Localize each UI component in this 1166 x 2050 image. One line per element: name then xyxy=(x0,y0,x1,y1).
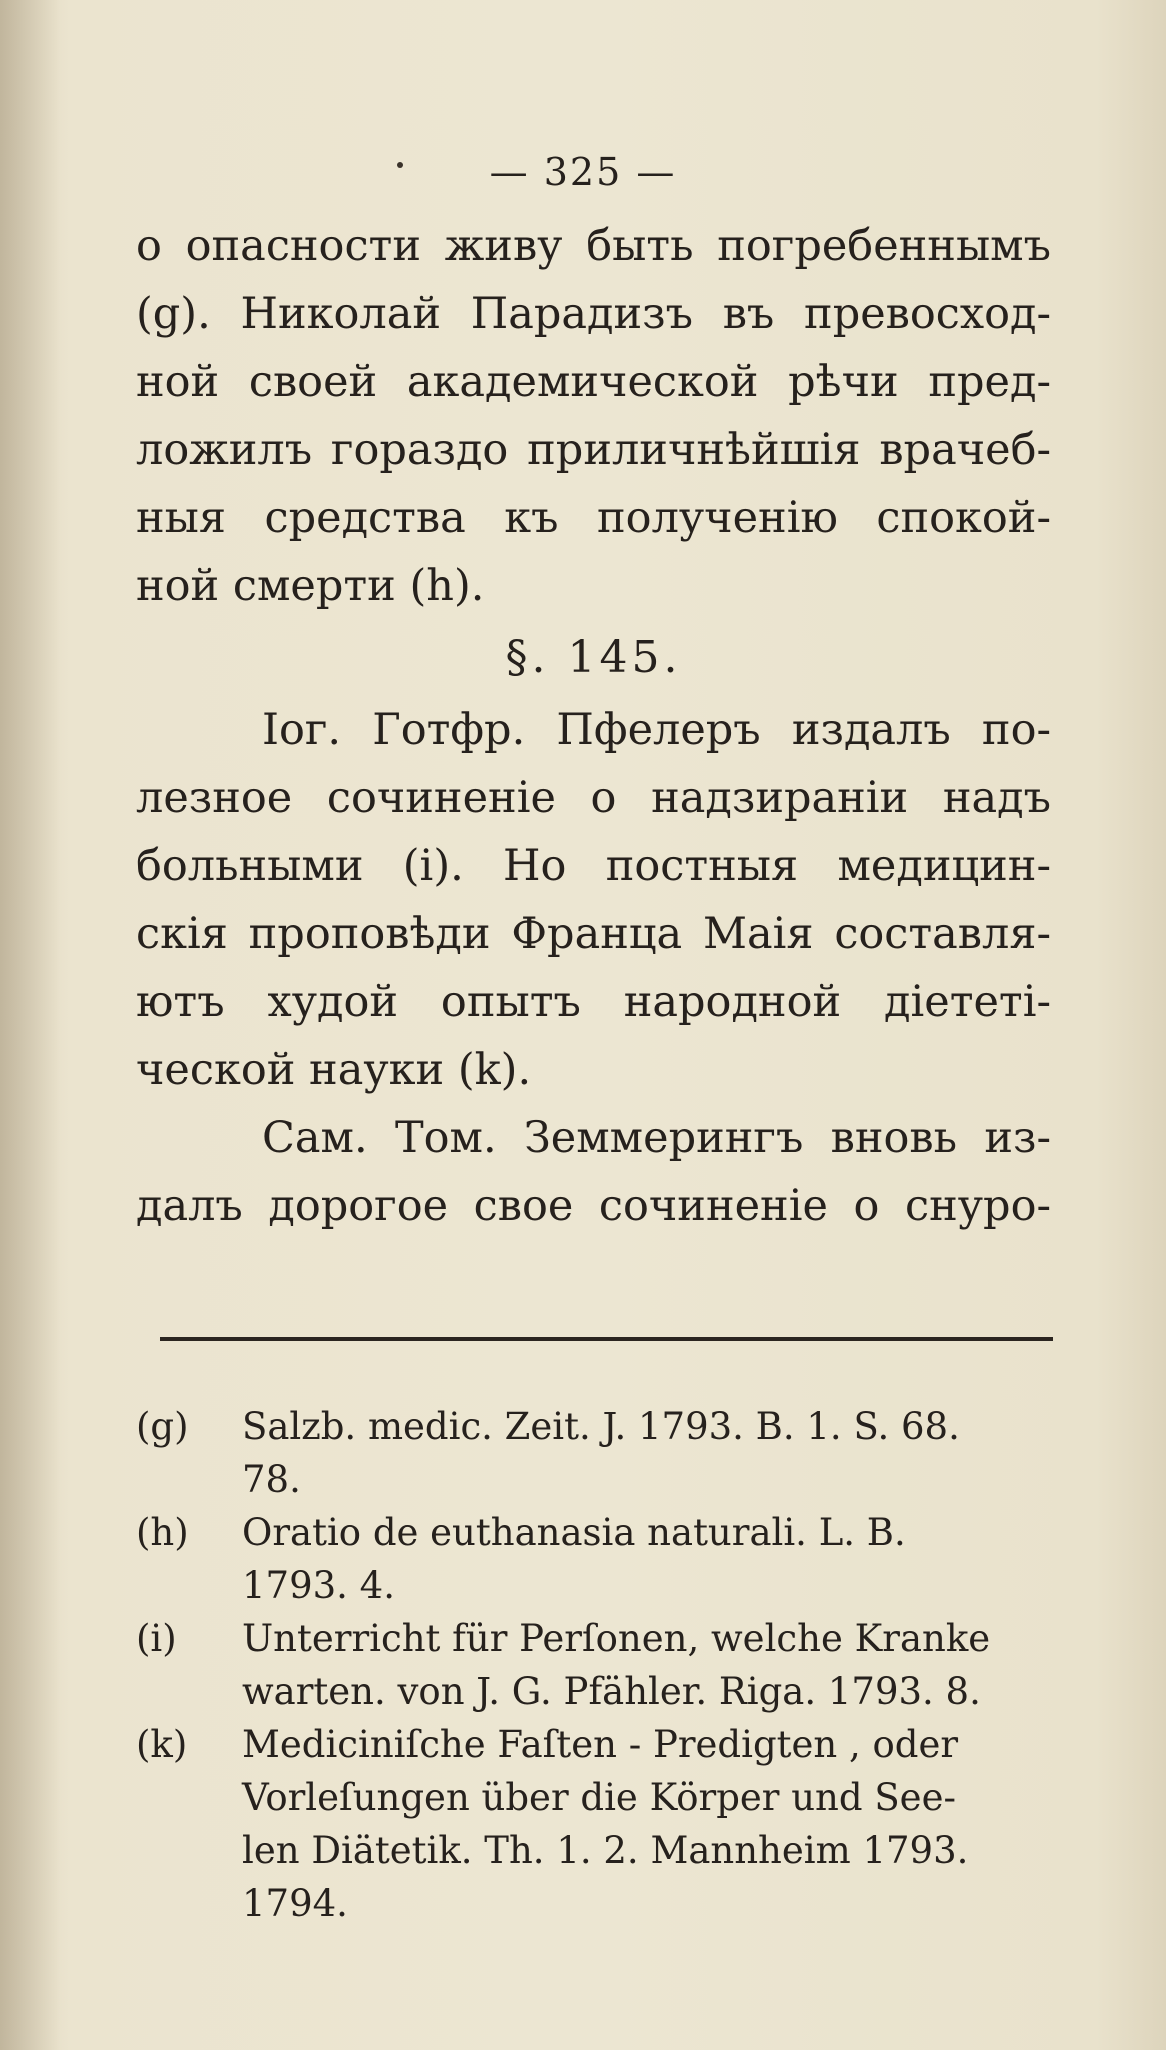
text-line: больными (i). Но постныя медицин‑ xyxy=(136,841,1051,891)
footnote-mark: (g) xyxy=(136,1405,189,1448)
text-line: ной своей академической рѣчи пред‑ xyxy=(136,357,1051,407)
text-line: скія проповѣди Франца Маія составля‑ xyxy=(136,909,1051,959)
text-line: ныя средства къ полученію спокой‑ xyxy=(136,493,1051,543)
section-heading: §. 145. xyxy=(505,632,682,683)
footnote-mark: (h) xyxy=(136,1511,189,1554)
footnote-line: Mediciniſche Faſten ‑ Predigten , oder xyxy=(242,1723,959,1766)
footnote-text xyxy=(242,1506,1051,1612)
text-line: о опасности живу быть погребеннымъ xyxy=(136,221,1051,271)
text-line: (g). Николай Парадизъ въ превосход‑ xyxy=(136,289,1051,339)
footnote-mark: (k) xyxy=(136,1723,188,1766)
footnote-line: 78. xyxy=(242,1458,301,1501)
text-line: ютъ худой опытъ народной діететі‑ xyxy=(136,977,1051,1027)
footnote-line: Oratio de euthanasia naturali. L. B. xyxy=(242,1511,906,1554)
footnote-text xyxy=(242,1718,1051,1930)
text-line: Сам. Том. Земмерингъ вновь из‑ xyxy=(262,1113,1051,1163)
text-line: далъ дорогое свое сочиненіе о снуро‑ xyxy=(136,1181,1051,1231)
footnote-text xyxy=(242,1400,1051,1506)
footnotes xyxy=(136,1400,1051,1930)
footnote-text xyxy=(242,1612,1051,1718)
footnote-g xyxy=(136,1400,1051,1506)
footnote-line: len Diätetik. Th. 1. 2. Mannheim 1793. xyxy=(242,1829,969,1872)
text-line: лезное сочиненіе о надзираніи надъ xyxy=(136,773,1051,823)
footnote-k xyxy=(136,1718,1051,1930)
text-line: ложилъ гораздо приличнѣйшія врачеб‑ xyxy=(136,425,1051,475)
text-line: ной смерти (h). xyxy=(136,561,485,611)
footnote-rule xyxy=(160,1337,1053,1341)
footnote-i xyxy=(136,1612,1051,1718)
footnote-line: 1793. 4. xyxy=(242,1564,395,1607)
gutter-shadow xyxy=(0,0,60,2050)
footnote-line: 1794. xyxy=(242,1882,348,1925)
text-line: ческой науки (k). xyxy=(136,1045,532,1095)
page-number: — 325 — xyxy=(489,150,677,194)
footnote-line: Salzb. medic. Zeit. J. 1793. B. 1. S. 68. xyxy=(242,1405,960,1448)
main-text xyxy=(136,212,1051,1240)
footnote-line: warten. von J. G. Pfähler. Riga. 1793. 8. xyxy=(242,1670,981,1713)
footnote-line: Unterricht für Perſonen, welche Kranke xyxy=(242,1617,991,1660)
footnote-mark: (i) xyxy=(136,1617,177,1660)
footnote-line: Vorleſungen über die Körper und See‑ xyxy=(242,1776,956,1819)
text-line: Іог. Готфр. Пфелеръ издалъ по‑ xyxy=(262,705,1051,755)
footnote-h xyxy=(136,1506,1051,1612)
